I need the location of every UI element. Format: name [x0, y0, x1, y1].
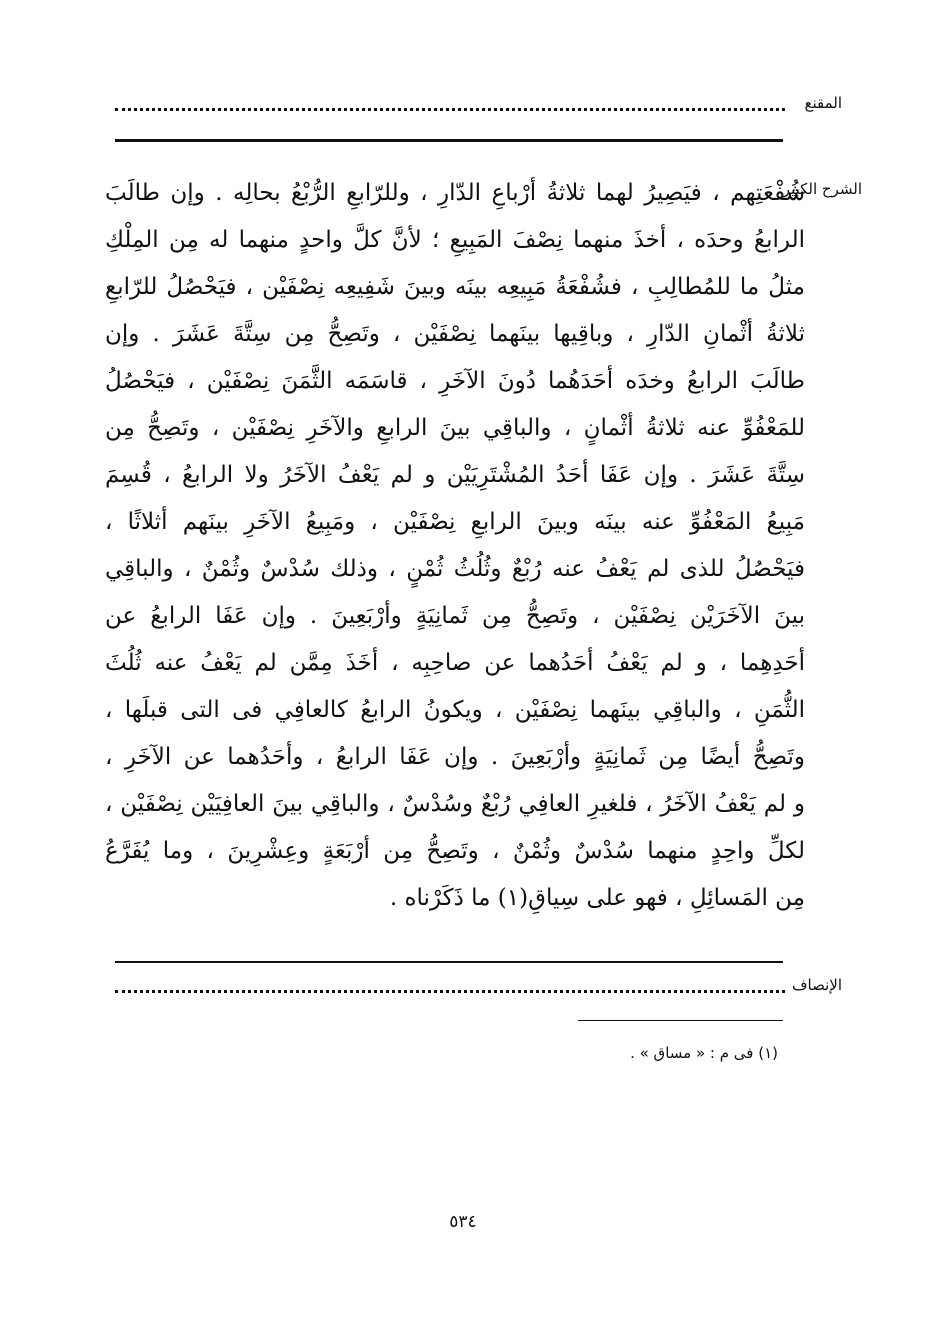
body-line: للمَعْفُوِّ عنه ثلاثةُ أثْمانٍ ، والباقِي بينَ الرابعِ والآخَرِ نِصْفَيْن ، وتَصِحُّ مِن — [105, 415, 805, 441]
top-dotted-line — [115, 108, 785, 111]
body-line: وتَصِحُّ أيضًا مِن ثَمانِيَةٍ وأرْبَعِينَ . وإن عَفَا الرابعُ ، وأحَدُهما عن الآخَرِ ، — [105, 744, 805, 770]
body-line: الثُّمَنِ ، والباقِي بينَهما نِصْفَيْن ، ويكونُ الرابعُ كالعافِي فى التى قبلَها ، — [105, 697, 805, 723]
body-line: سِتَّةَ عَشَرَ . وإن عَفَا أحَدُ المُشْتَرِيَيْن و لم يَعْفُ الآخَرُ ولا الرابعُ ، قُسِمَ — [105, 462, 805, 488]
body-line: و لم يَعْفُ الآخَرُ ، فلغيرِ العافِي رُبْعٌ وسُدْسٌ ، والباقِي بينَ العافِيَيْن نِصْفَيْن ، — [105, 791, 805, 817]
top-section-label: المقنع — [804, 94, 842, 112]
main-body-text — [105, 170, 805, 922]
footnote: (١) فى م : « مساق » . — [630, 1044, 778, 1062]
body-line: الرابعُ وحدَه ، أخذَ منهما نِصْفَ المَبِيعِ ؛ لأنَّ كلَّ واحدٍ منهما له مِن المِلْكِ — [105, 227, 805, 253]
body-line: شُفْعَتِهم ، فيَصِيرُ لهما ثلاثةُ أرْباعِ الدّارِ ، وللرّابعِ الرُّبْعُ بحالِه . وإن طالَبَ — [105, 180, 805, 206]
top-thick-rule — [115, 139, 783, 142]
body-line: بينَ الآخَرَيْن نِصْفَيْن ، وتَصِحُّ مِن ثَمانِيَةٍ وأرْبَعِينَ . وإن عَفَا الرابعُ عن — [105, 603, 805, 629]
body-line: طالَبَ الرابعُ وخدَه أحَدَهُما دُونَ الآخَرِ ، قاسَمَه الثَّمَنَ نِصْفَيْن ، فيَحْصُلُ — [105, 368, 805, 394]
commentary-section-label: الشرح الكبير — [782, 180, 862, 198]
body-line: أحَدِهِما ، و لم يَعْفُ أحَدُهما عن صاحِبِه ، أخَذَ مِمَّن لم يَعْفُ عنه ثُلُثَ — [105, 650, 805, 676]
page-number: ٥٣٤ — [449, 1212, 477, 1232]
body-line: مِن المَسائِلِ ، فهو على سِياقِ(١) ما ذَكَرْناه . — [389, 885, 805, 911]
body-line: لكلِّ واحِدٍ منهما سُدْسٌ وثُمْنٌ ، وتَصِحُّ مِن أرْبَعَةٍ وعِشْرِينَ ، وما يُفَرَّعُ — [105, 838, 805, 864]
body-line: فيَحْصُلُ للذى لم يَعْفُ عنه رُبْعٌ وثُلُثُ ثُمْنٍ ، وذلك سُدْسٌ وثُمْنٌ ، والباقِي — [105, 556, 805, 582]
bottom-dotted-line — [115, 990, 785, 993]
bottom-thin-rule — [115, 961, 783, 963]
body-line: مَبِيعُ المَعْفُوِّ عنه بينَه وبينَ الرابعِ نِصْفَيْن ، ومَبِيعُ الآخَرِ بينَهم أثلاثًا ، — [105, 509, 805, 535]
footnote-separator — [578, 1020, 783, 1021]
body-line: مثلُ ما للمُطالِبِ ، فشُفْعَةُ مَبِيعِه بينَه وبينَ شَفِيعِه نِصْفَيْن ، فيَحْصُلُ للرّابعِ — [105, 274, 805, 300]
bottom-section-label: الإنصاف — [791, 976, 842, 994]
body-line: ثلاثةُ أثْمانِ الدّارِ ، وباقِيها بينَهما نِصْفَيْن ، وتَصِحُّ مِن سِتَّةَ عَشَرَ . وإن — [105, 321, 805, 347]
